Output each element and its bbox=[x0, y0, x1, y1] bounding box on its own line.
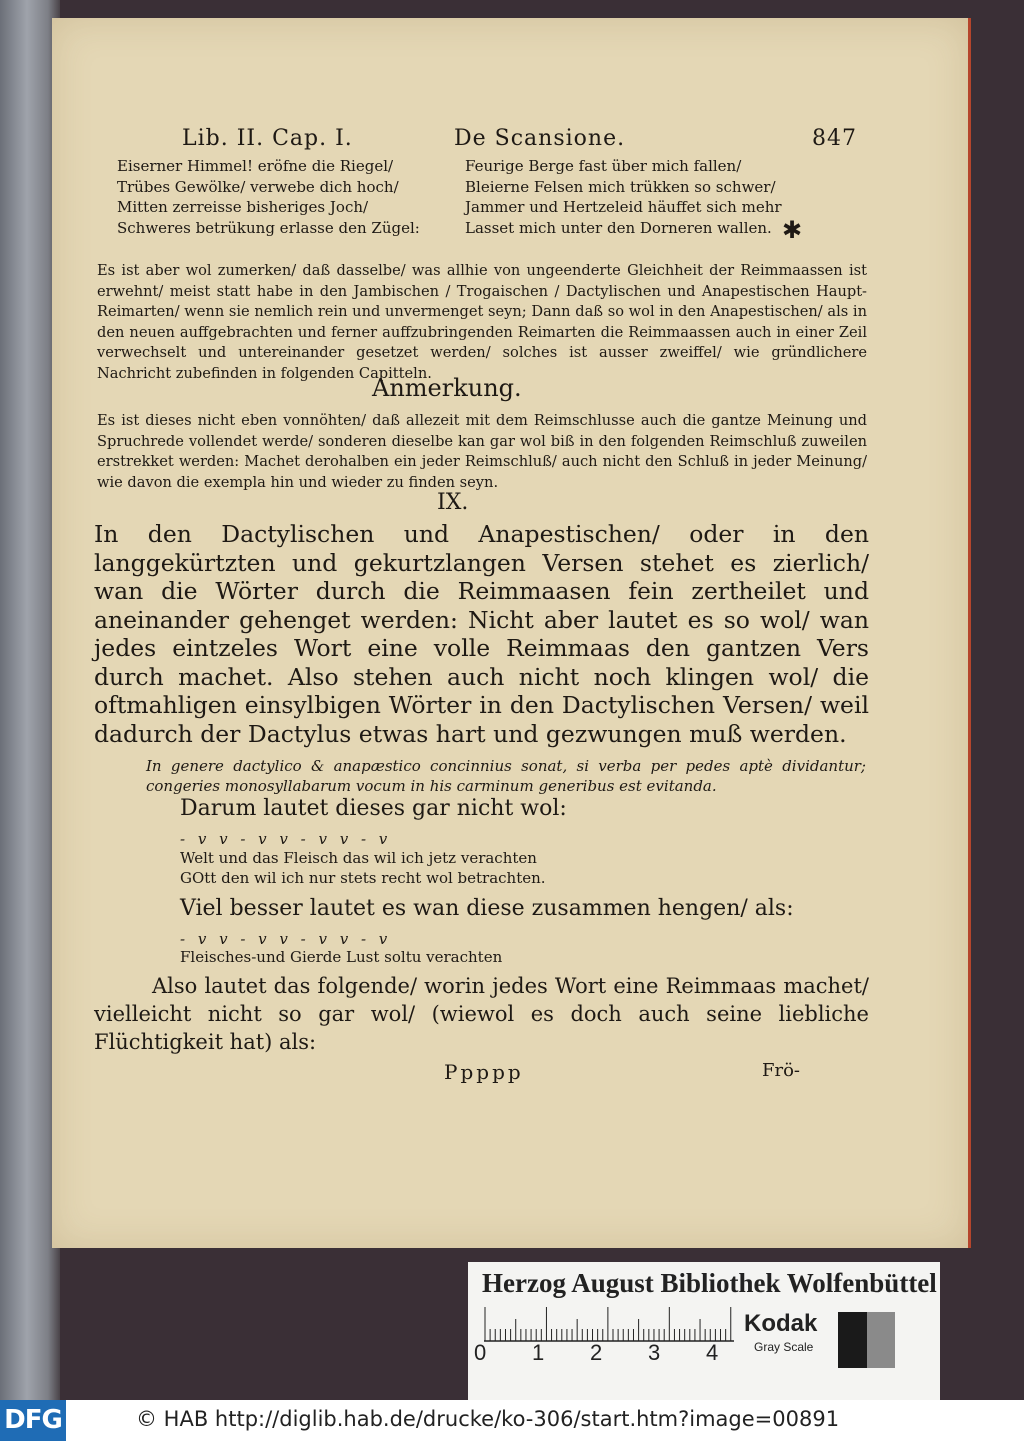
footnote-mark-icon: ✱ bbox=[782, 216, 803, 244]
book-page bbox=[52, 18, 971, 1248]
header-chapter: Lib. II. Cap. I. bbox=[182, 126, 353, 151]
closing-paragraph: Also lautet das folgende/ worin jedes Wort eine Reimmaas machet/ vielleicht nicht so gar wol/ (wiewol es doch auch seine liebliche Flüchtigkeit hat) als: bbox=[94, 974, 869, 1054]
gray-scale-label: Gray Scale bbox=[754, 1340, 814, 1354]
poem-line: Eiserner Himmel! eröfne die Riegel/ bbox=[117, 157, 394, 175]
poem-line: Bleierne Felsen mich trükken so schwer/ bbox=[465, 177, 776, 196]
poem-line: Trübes Gewölke/ verwebe dich hoch/ bbox=[117, 177, 399, 196]
ruler-number: 2 bbox=[590, 1340, 603, 1365]
library-name: Herzog August Bibliothek Wolfenbüttel bbox=[482, 1268, 937, 1298]
dfg-logo: DFG bbox=[0, 1400, 66, 1441]
example2-meter: - v v - v v - v v - v bbox=[180, 930, 392, 948]
ruler-number: 3 bbox=[648, 1340, 661, 1365]
latin-summary: In genere dactylico & anapæstico concinnius sonat, si verba per pedes aptè dividantur; congeries monosyllabarum vocum in his carminum generibus est evitanda. bbox=[146, 757, 866, 795]
section-numeral: IX. bbox=[437, 490, 469, 515]
ruler-number: 1 bbox=[532, 1340, 545, 1365]
example2-verse: Fleisches-und Gierde Lust soltu verachten bbox=[180, 948, 503, 966]
copyright-link[interactable]: © HAB http://diglib.hab.de/drucke/ko-306/start.htm?image=00891 bbox=[136, 1407, 840, 1431]
ruler-icon bbox=[484, 1306, 734, 1342]
page-number: 847 bbox=[812, 126, 857, 151]
poem-left-column bbox=[117, 156, 420, 238]
header-title: De Scansione. bbox=[454, 126, 626, 151]
kodak-logo: Kodak bbox=[744, 1310, 818, 1337]
poem-line: Feurige Berge fast über mich fallen/ bbox=[465, 157, 742, 175]
catchword: Frö- bbox=[762, 1060, 801, 1081]
example2-intro: Viel besser lautet es wan diese zusammen hengen/ als: bbox=[180, 896, 794, 921]
gray-patch-mid bbox=[867, 1312, 896, 1368]
gray-patch-light bbox=[895, 1312, 924, 1368]
example1-meter: - v v - v v - v v - v bbox=[180, 830, 392, 848]
example1-verses bbox=[180, 848, 546, 888]
section-rule-text: In den Dactylischen und Anapestischen/ oder in den langgekürtzten und gekurtzlangen Versen stehet es zierlich/ wan die Wörter durch die Reimmaasen fein zertheilet und aneinander gehenget werden: Nicht aber lautet es so wol/ wan jedes eintzeles Wort eine volle Reimmaas den gantzen Vers durch machet. Also stehen auch nicht noch klingen wol/ die oftmahligen einsylbigen Wörter in den Dactylischen Versen/ weil dadurch der Dactylus etwas hart und gezwungen muß werden. bbox=[94, 520, 869, 748]
poem-line: Schweres betrükung erlasse den Zügel: bbox=[117, 218, 420, 237]
ruler-number: 0 bbox=[474, 1340, 487, 1365]
book-spine-shadow bbox=[0, 0, 60, 1400]
anmerkung-heading: Anmerkung. bbox=[372, 374, 522, 402]
footer-bar bbox=[0, 1400, 1024, 1441]
paragraph-scansion: Es ist aber wol zumerken/ daß dasselbe/ was allhie von ungeenderte Gleichheit der Reimmaassen ist erwehnt/ meist statt habe in den Jambischen / Trogaischen / Dactylischen und Anapestischen Haupt-Reimarten/ wenn sie nemlich rein und unvermenget seyn; Dann daß so wol in den Anapestischen/ als in den neuen auffgebrachten und ferner auffzubringenden Reimarten die Reimmaassen auch in einer Zeil verwechselt und untereinander gesetzet werden/ solches ist ausser zweiffel/ wie gründlichere Nachricht zubefinden in folgenden Capitteln. bbox=[97, 262, 867, 382]
verse-line: Welt und das Fleisch das wil ich jetz verachten bbox=[180, 849, 537, 867]
anmerkung-text: Es ist dieses nicht eben vonnöhten/ daß allezeit mit dem Reimschlusse auch die gantze Meinung und Spruchrede vollendet werde/ sonderen dieselbe kan gar wol biß in den folgenden Reimschluß zuweilen erstrekket werden: Machet derohalben ein jeder Reimschluß/ auch nicht den Schluß in jeder Meinung/ wie davon die exempla hin und wieder zu finden seyn. bbox=[97, 412, 867, 491]
example1-intro: Darum lautet dieses gar nicht wol: bbox=[180, 796, 567, 821]
poem-right-column bbox=[465, 156, 782, 238]
signature-mark: Ppppp bbox=[444, 1060, 524, 1084]
kodak-color-target bbox=[468, 1262, 940, 1400]
poem-line: Mitten zerreisse bisheriges Joch/ bbox=[117, 198, 369, 216]
gray-scale-patches bbox=[838, 1312, 924, 1368]
ruler-number: 4 bbox=[706, 1340, 719, 1365]
verse-line: GOtt den wil ich nur stets recht wol betrachten. bbox=[180, 869, 546, 887]
poem-line: Jammer und Hertzeleid häuffet sich mehr bbox=[465, 198, 782, 216]
gray-patch-dark bbox=[838, 1312, 867, 1368]
poem-line: Lasset mich unter den Dorneren wallen. bbox=[465, 218, 772, 237]
